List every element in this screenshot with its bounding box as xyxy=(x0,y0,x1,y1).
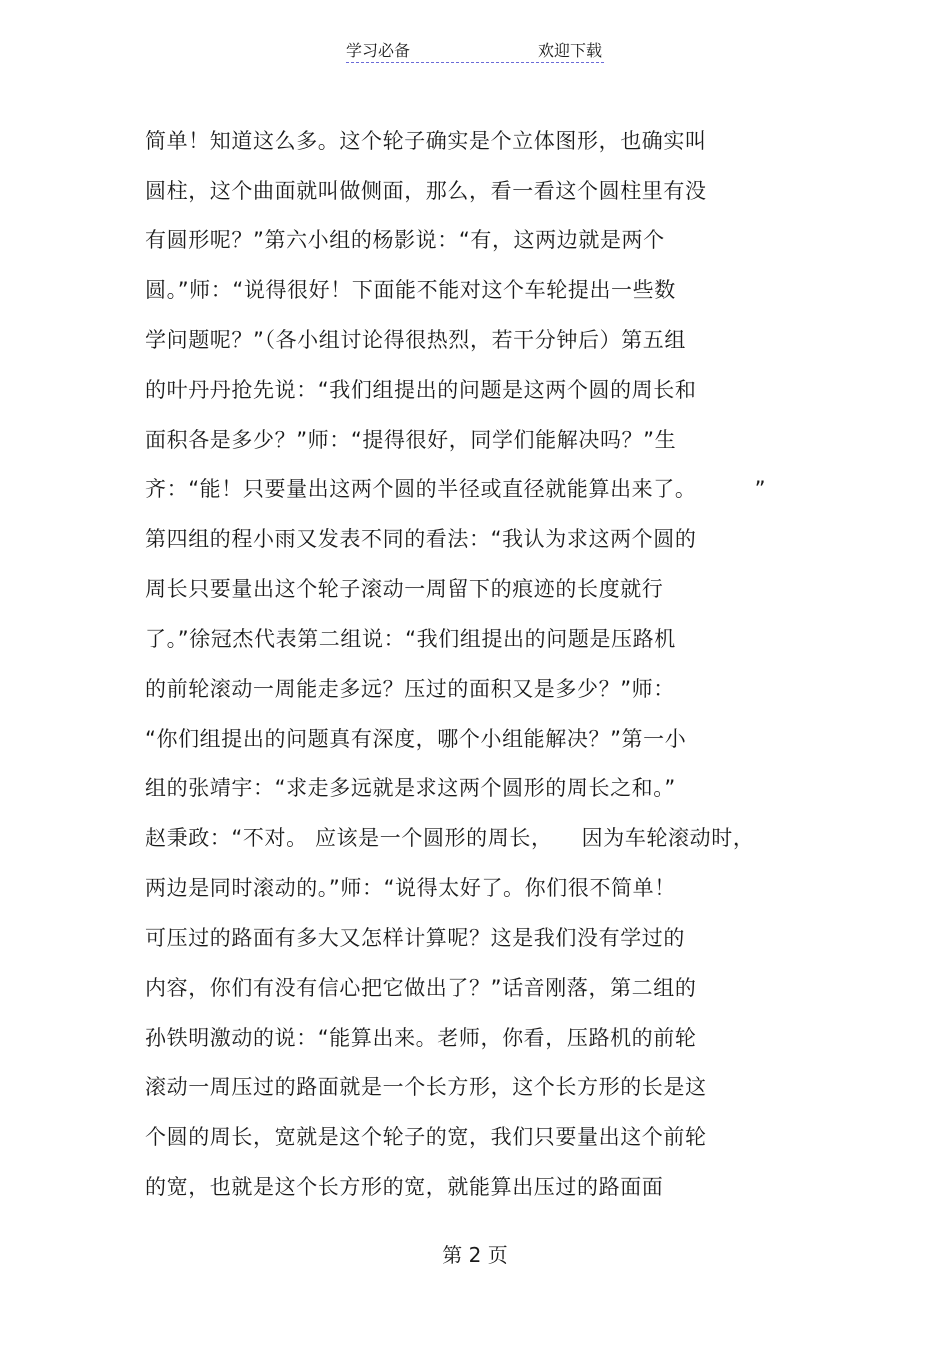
body-line: 的前轮滚动一周能走多远？压过的面积又是多少？”师： xyxy=(145,677,675,701)
body-line: 的叶丹丹抢先说：“我们组提出的问题是这两个圆的周长和 xyxy=(145,378,697,402)
body-line: 简单！知道这么多。这个轮子确实是个立体图形，也确实叫 xyxy=(145,129,707,153)
body-line: 两边是同时滚动的。”师：“说得太好了。你们很不简单！ xyxy=(145,876,676,900)
body-line: 内容，你们有没有信心把它做出了？”话音刚落，第二组的 xyxy=(145,976,697,1000)
body-line: 可压过的路面有多大又怎样计算呢？这是我们没有学过的 xyxy=(145,926,685,950)
body-line: 有圆形呢？”第六小组的杨影说：“有，这两边就是两个 xyxy=(145,228,665,252)
body-line: 第四组的程小雨又发表不同的看法：“我认为求这两个圆的 xyxy=(145,527,697,551)
body-line: 圆柱，这个曲面就叫做侧面，那么，看一看这个圆柱里有没 xyxy=(145,179,707,203)
body-line: “你们组提出的问题真有深度，哪个小组能解决？”第一小 xyxy=(145,727,687,751)
body-line: 个圆的周长，宽就是这个轮子的宽，我们只要量出这个前轮 xyxy=(145,1125,707,1149)
body-line: 滚动一周压过的路面就是一个长方形，这个长方形的长是这 xyxy=(145,1075,707,1099)
body-line: 面积各是多少？”师：“提得很好，同学们能解决吗？”生 xyxy=(145,428,677,452)
body-line: 齐：“能！只要量出这两个圆的半径或直径就能算出来了。 ” xyxy=(145,477,767,501)
page-number: 第 2 页 xyxy=(442,1243,508,1267)
body-line: 的宽，也就是这个长方形的宽，就能算出压过的路面面 xyxy=(145,1175,664,1199)
body-line: 组的张靖宇：“求走多远就是求这两个圆形的周长之和。” xyxy=(145,776,676,800)
body-line: 了。”徐冠杰代表第二组说：“我们组提出的问题是压路机 xyxy=(145,627,676,651)
header-left-text: 学习必备 xyxy=(346,41,411,60)
header-right-text: 欢迎下载 xyxy=(537,41,602,60)
body-line: 圆。”师：“说得很好！下面能不能对这个车轮提出一些数 xyxy=(145,278,676,302)
body-line: 赵秉政：“不对。 应该是一个圆形的周长， 因为车轮滚动时， xyxy=(145,826,755,850)
body-line: 学问题呢？”（各小组讨论得很热烈，若干分钟后）第五组 xyxy=(145,328,686,352)
body-line: 周长只要量出这个轮子滚动一周留下的痕迹的长度就行 xyxy=(145,577,664,601)
body-line: 孙铁明激动的说：“能算出来。老师，你看，压路机的前轮 xyxy=(145,1026,697,1050)
page-header xyxy=(346,40,604,63)
